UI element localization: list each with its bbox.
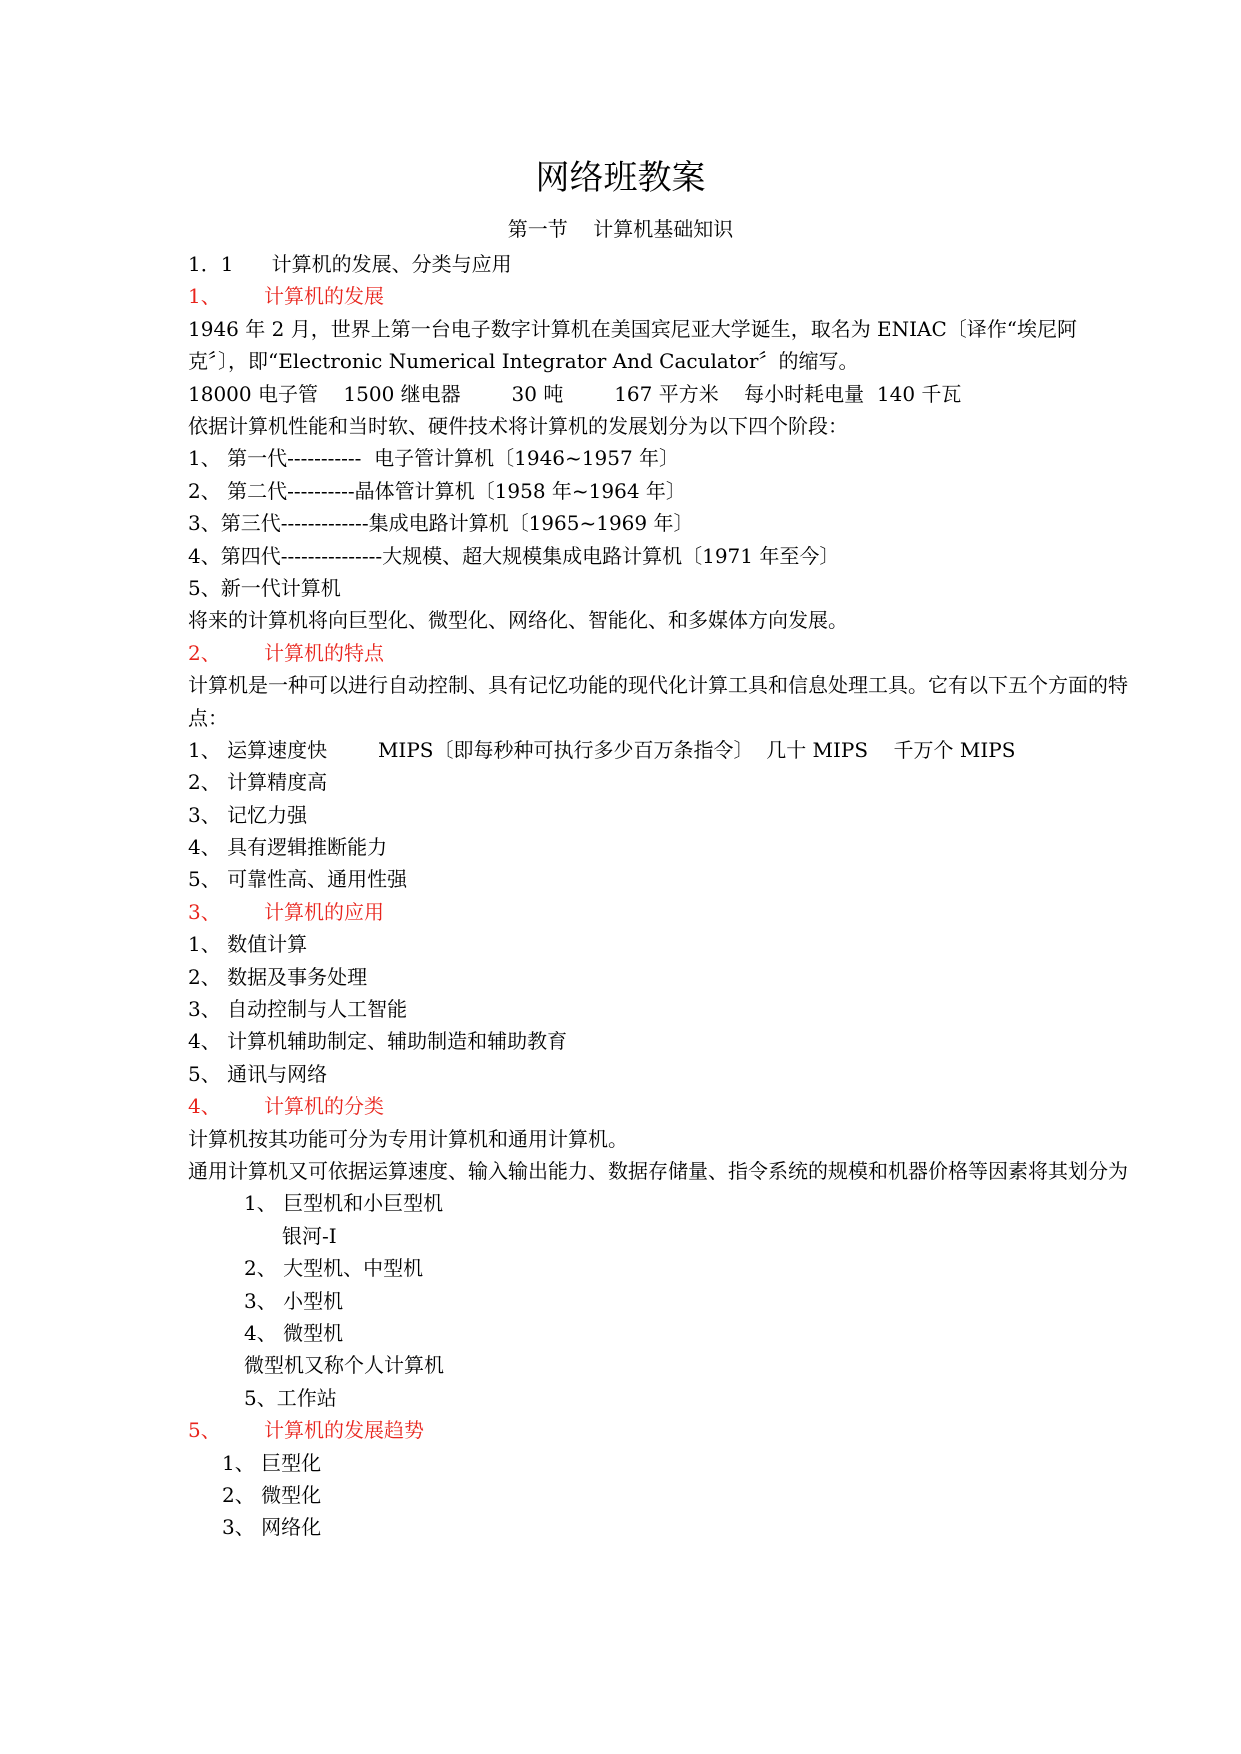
s1-item: 3、第三代-------------集成电路计算机〔1965~1969 年〕 [188, 511, 694, 536]
s2-paragraph: 计算机是一种可以进行自动控制、具有记忆功能的现代化计算工具和信息处理工具。它有以下五个方面的特点： [188, 673, 1128, 730]
s4-item: 4、 微型机 [244, 1320, 344, 1345]
s5-heading-text: 计算机的发展趋势 [264, 1418, 424, 1443]
s1-heading [188, 280, 1128, 312]
s4-item: 5、工作站 [244, 1385, 337, 1410]
s4-item: 3、 小型机 [244, 1288, 344, 1313]
page-subtitle: 第一节 计算机基础知识 [507, 217, 734, 241]
s4-heading [188, 1090, 1128, 1122]
s4-item-note: 银河-I [282, 1223, 337, 1248]
s2-heading [188, 637, 1128, 669]
s5-item: 1、 巨型化 [222, 1450, 322, 1475]
s1-specs: 18000 电子管 1500 继电器 30 吨 167 平方米 每小时耗电量 140 千瓦 [188, 381, 962, 406]
s3-heading [188, 896, 1128, 928]
s5-heading-number: 5、 [188, 1418, 221, 1443]
s4-item: 1、 巨型机和小巨型机 [244, 1191, 444, 1216]
s2-item: 4、 具有逻辑推断能力 [188, 835, 388, 860]
section-heading: 1．1 计算机的发展、分类与应用 [188, 252, 512, 276]
s5-item: 3、 网络化 [222, 1515, 322, 1540]
s3-item: 5、 通讯与网络 [188, 1061, 328, 1086]
s4-item: 2、 大型机、中型机 [244, 1256, 424, 1281]
s1-paragraph: 1946 年 2 月，世界上第一台电子数字计算机在美国宾尼亚大学诞生，取名为 ENIAC〔译作“埃尼阿克〞〕，即“Electronic Numerical Integrator And Caculator〞的缩写。 [188, 316, 1078, 374]
s4-paragraph-1: 计算机按其功能可分为专用计算机和通用计算机。 [188, 1126, 628, 1151]
s5-item: 2、 微型化 [222, 1482, 322, 1507]
s1-heading-number: 1、 [188, 284, 221, 309]
s2-item: 3、 记忆力强 [188, 802, 308, 827]
page-title: 网络班教案 [535, 158, 706, 198]
s3-item: 1、 数值计算 [188, 932, 308, 957]
s4-heading-text: 计算机的分类 [264, 1094, 384, 1119]
s5-heading [188, 1414, 1128, 1446]
s1-item: 1、 第一代----------- 电子管计算机〔1946~1957 年〕 [188, 446, 680, 471]
s2-item: 1、 运算速度快 MIPS〔即每秒种可执行多少百万条指令〕 几十 MIPS 千万个 MIPS [188, 737, 1016, 762]
s2-item: 5、 可靠性高、通用性强 [188, 867, 408, 892]
s3-item: 2、 数据及事务处理 [188, 964, 368, 989]
s1-heading-text: 计算机的发展 [264, 284, 384, 309]
s2-heading-number: 2、 [188, 640, 221, 665]
s3-heading-number: 3、 [188, 899, 221, 924]
s4-heading-number: 4、 [188, 1094, 221, 1119]
document-body [188, 248, 1128, 1544]
s3-item: 3、 自动控制与人工智能 [188, 997, 408, 1022]
s1-item: 4、第四代---------------大规模、超大规模集成电路计算机〔1971 年至今〕 [188, 543, 840, 568]
s3-heading-text: 计算机的应用 [264, 899, 384, 924]
s1-item: 5、新一代计算机 [188, 575, 341, 600]
s1-item: 2、 第二代----------晶体管计算机〔1958 年~1964 年〕 [188, 478, 686, 503]
s2-item: 2、 计算精度高 [188, 770, 328, 795]
s1-intro: 依据计算机性能和当时软、硬件技术将计算机的发展划分为以下四个阶段： [188, 413, 848, 438]
s4-item-note: 微型机又称个人计算机 [244, 1353, 444, 1378]
s3-item: 4、 计算机辅助制定、辅助制造和辅助教育 [188, 1029, 568, 1054]
s4-paragraph-2: 通用计算机又可依据运算速度、输入输出能力、数据存储量、指令系统的规模和机器价格等因素将其划分为 [188, 1159, 1128, 1183]
s1-future: 将来的计算机将向巨型化、微型化、网络化、智能化、和多媒体方向发展。 [188, 608, 848, 633]
s2-heading-text: 计算机的特点 [264, 640, 384, 665]
